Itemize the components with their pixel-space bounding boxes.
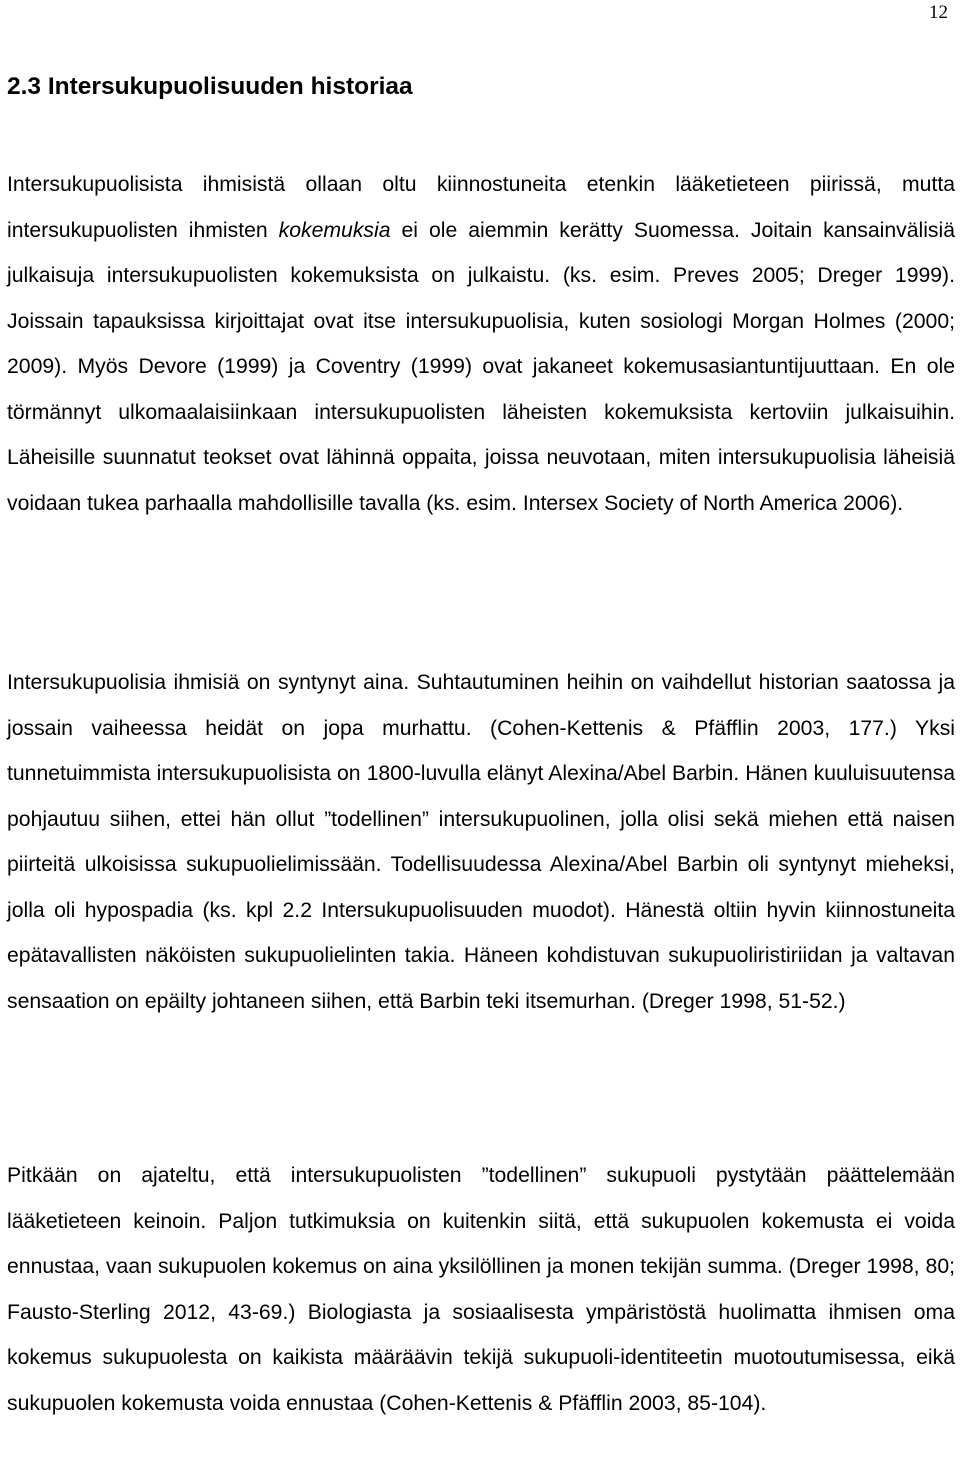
paragraph-text: Intersukupuolisista ihmisistä ollaan oltu kiinnostuneita etenkin lääketieteen piirissä, mutta intersukupuolisten ihmisten [7, 173, 955, 242]
page-number: 12 [929, 2, 948, 23]
paragraph-text: ei ole aiemmin kerätty Suomessa. Joitain kansainvälisiä julkaisuja intersukupuolisten kokemuksista on julkaistu. (ks. esim. Preves 2005; Dreger 1999). Joissain tapauksissa kirjoittajat ovat itse intersukupuolisia, kuten sosiologi Morgan Holmes (2000; 2009). Myös Devore (1999) ja Coventry (1999) ovat jakaneet kokemusasiantuntijuuttaan. En ole törmännyt ulkomaalaisiinkaan intersukupuolisten läheisten kokemuksista kertoviin julkaisuihin. Läheisille suunnatut teokset ovat lähinnä oppaita, joissa neuvotaan, miten intersukupuolisia läheisiä voidaan tukea parhaalla mahdollisille tavalla (ks. esim. Intersex Society of North America 2006). [7, 218, 955, 515]
paragraph-history: Intersukupuolisia ihmisiä on syntynyt aina. Suhtautuminen heihin on vaihdellut historian saatossa ja jossain vaiheessa heidät on jopa murhattu. (Cohen-Kettenis & Pfäfflin 2003, 177.) Yksi tunnetuimmista intersukupuolisista on 1800-luvulla elänyt Alexina/Abel Barbin. Hänen kuuluisuutensa pohjautuu siihen, ettei hän ollut ”todellinen” intersukupuolinen, jolla olisi sekä miehen että naisen piirteitä ulkoisissa sukupuolielimissään. Todellisuudessa Alexina/Abel Barbin oli syntynyt mieheksi, jolla oli hypospadia (ks. kpl 2.2 Intersukupuolisuuden muodot). Hänestä oltiin hyvin kiinnostuneita epätavallisten näköisten sukupuolielinten takia. Häneen kohdistuvan sukupuoliristiriidan ja valtavan sensaation on epäilty johtaneen siihen, että Barbin teki itsemurhan. (Dreger 1998, 51-52.) [7, 671, 955, 1013]
section-heading: 2.3 Intersukupuolisuuden historiaa [7, 73, 413, 100]
paragraph-intro [7, 162, 955, 526]
emphasized-word: kokemuksia [278, 218, 391, 242]
paragraph-experience: Pitkään on ajateltu, että intersukupuolisten ”todellinen” sukupuoli pystytään päättelemään lääketieteen keinoin. Paljon tutkimuksia on kuitenkin siitä, että sukupuolen kokemusta ei voida ennustaa, vaan sukupuolen kokemus on aina yksilöllinen ja monen tekijän summa. (Dreger 1998, 80; Fausto-Sterling 2012, 43-69.) Biologiasta ja sosiaalisesta ympäristöstä huolimatta ihmisen oma kokemus sukupuolesta on kaikista määräävin tekijä sukupuoli-identiteetin muotoutumisessa, eikä sukupuolen kokemusta voida ennustaa (Cohen-Kettenis & Pfäfflin 2003, 85-104). [7, 1164, 955, 1415]
